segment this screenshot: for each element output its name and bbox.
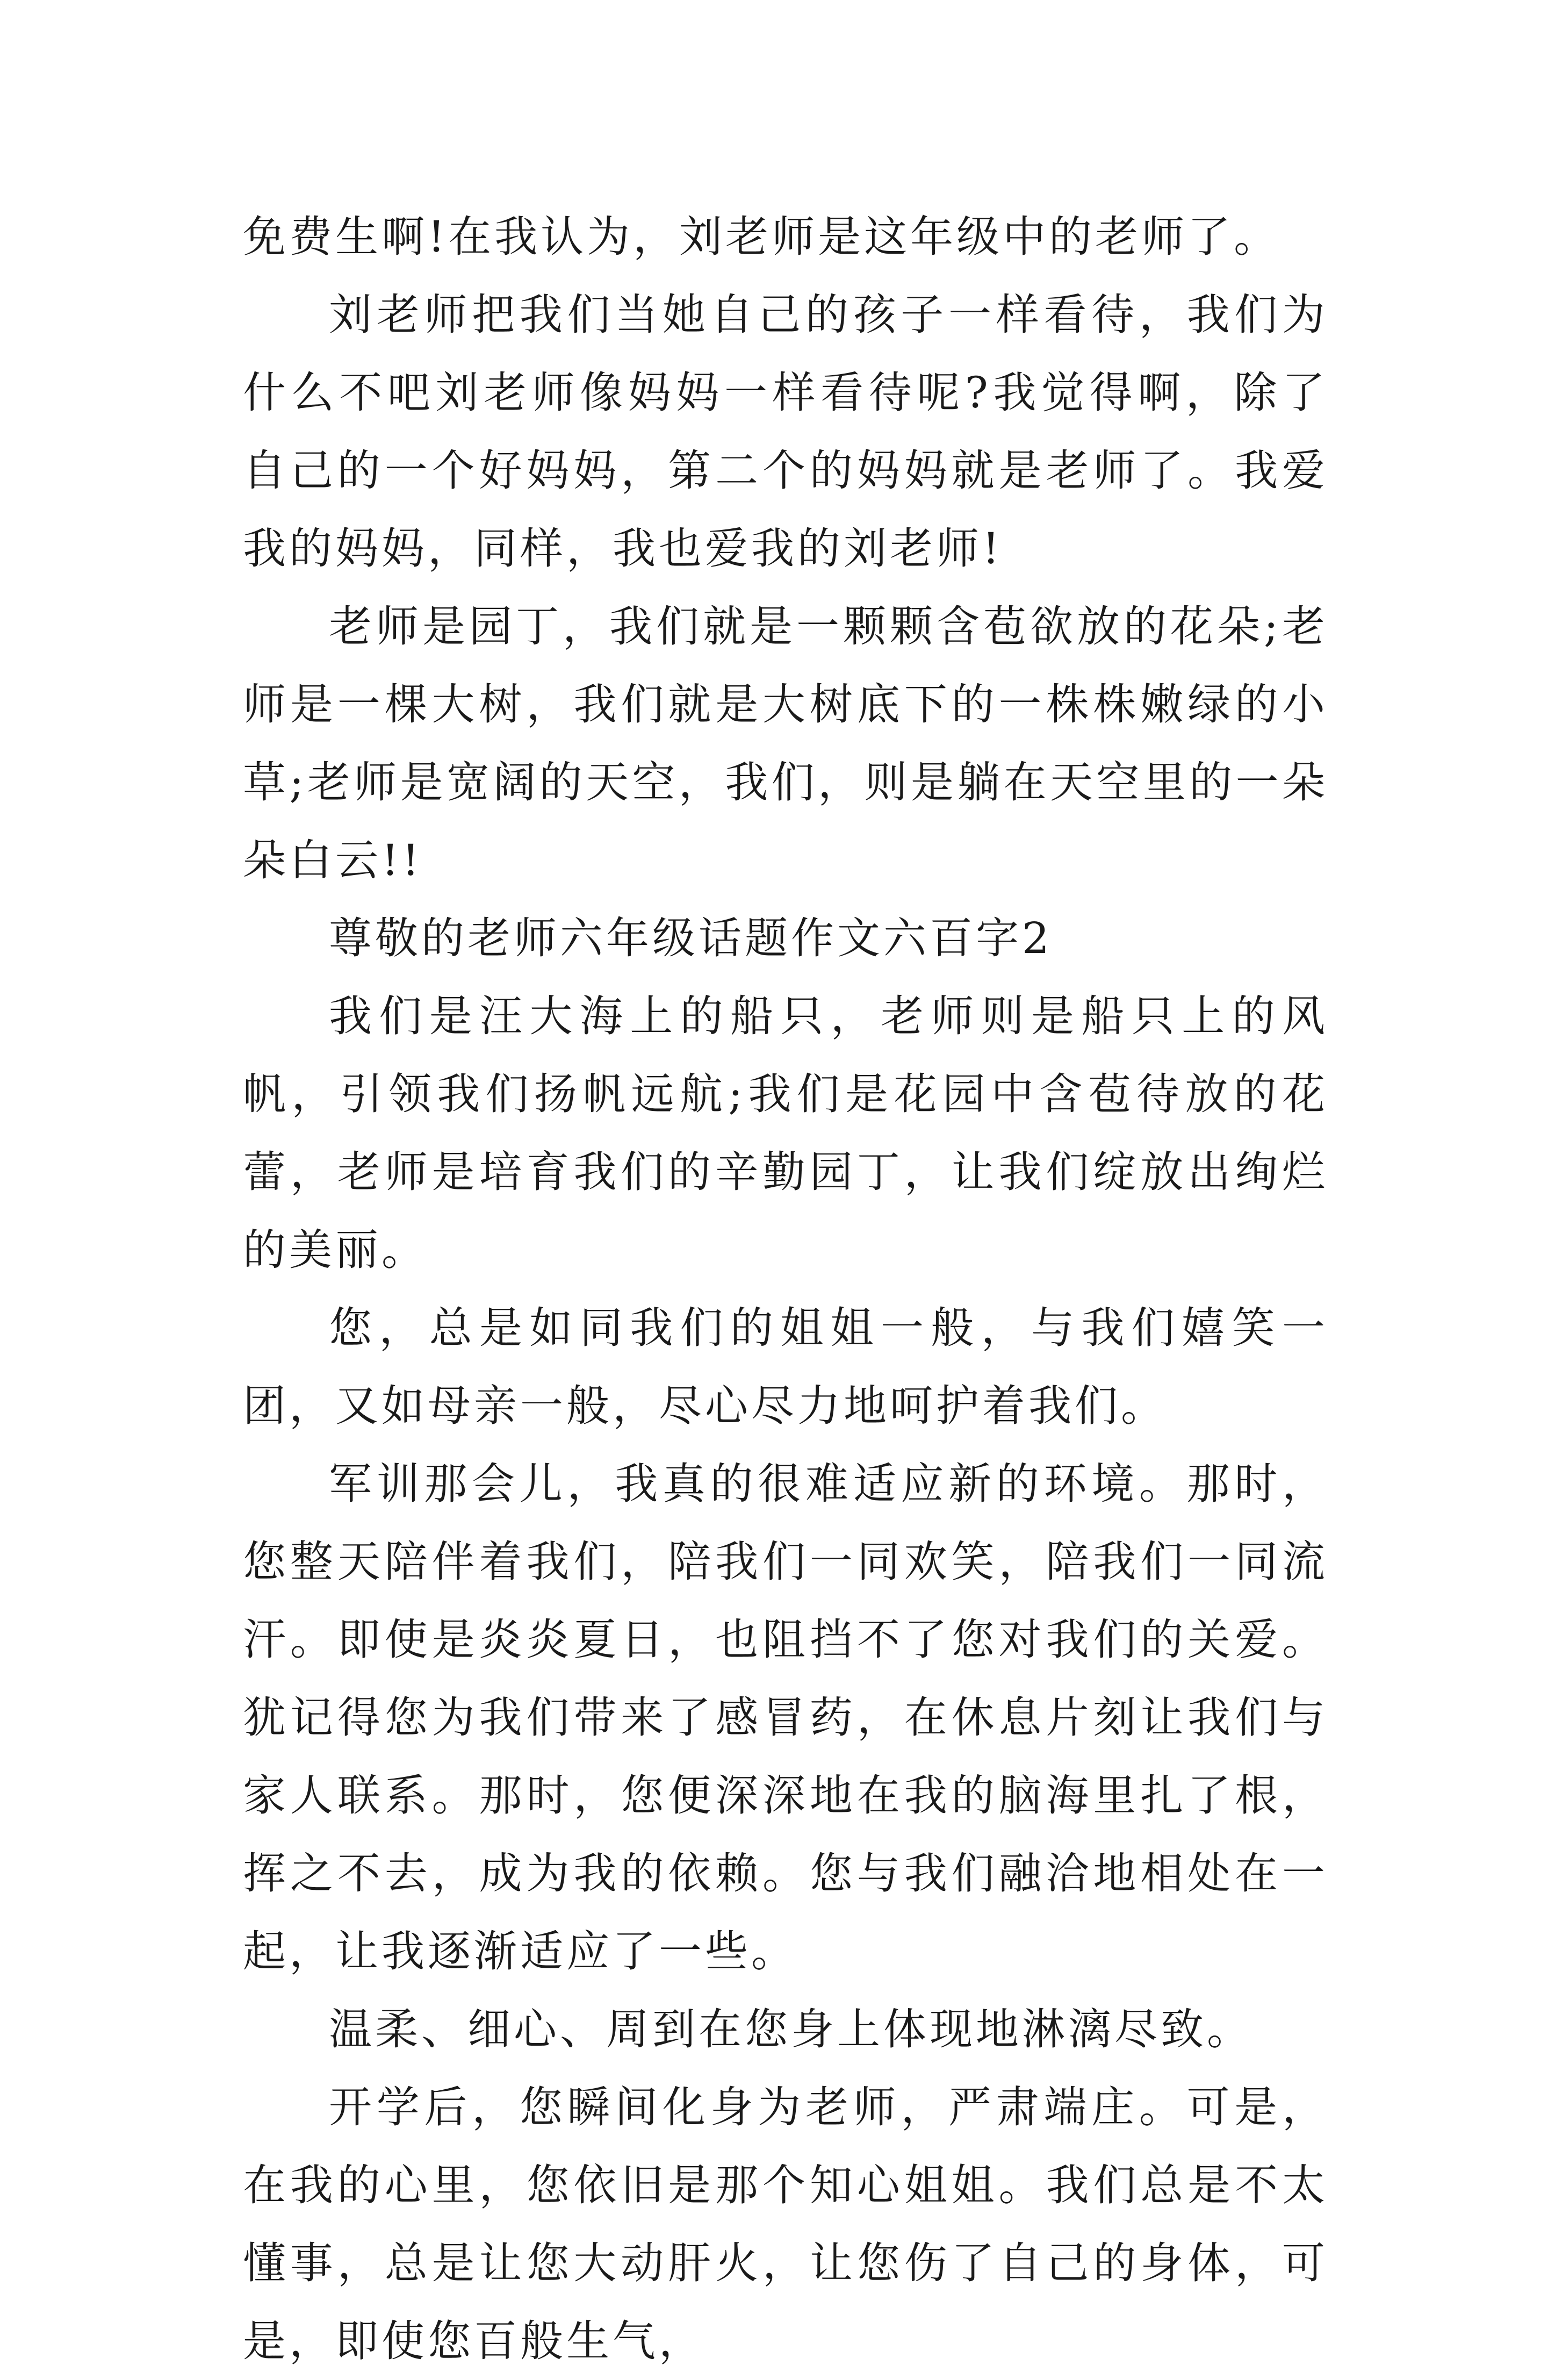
paragraph: 开学后，您瞬间化身为老师，严肃端庄。可是，在我的心里，您依旧是那个知心姐姐。我们总是不太懂事，总是让您大动肝火，让您伤了自己的身体，可是，即使您百般生气， — [243, 2082, 1328, 2366]
paragraph: 老师是园丁，我们就是一颗颗含苞欲放的花朵;老师是一棵大树，我们就是大树底下的一株株嫩绿的小草;老师是宽阔的天空，我们，则是躺在天空里的一朵朵白云!! — [243, 601, 1328, 885]
paragraph: 我们是汪大海上的船只，老师则是船只上的风帆，引领我们扬帆远航;我们是花园中含苞待放的花蕾，老师是培育我们的辛勤园丁，让我们绽放出绚烂的美丽。 — [243, 991, 1328, 1275]
paragraph: 免费生啊!在我认为，刘老师是这年级中的老师了。 — [243, 212, 1280, 262]
paragraph: 军训那会儿，我真的很难适应新的环境。那时，您整天陪伴着我们，陪我们一同欢笑，陪我们一同流汗。即使是炎炎夏日，也阻挡不了您对我们的关爱。犹记得您为我们带来了感冒药，在休息片刻让我们与家人联系。那时，您便深深地在我的脑海里扎了根，挥之不去，成为我的依赖。您与我们融洽地相处在一起，让我逐渐适应了一些。 — [243, 1459, 1328, 1976]
section-heading: 尊敬的老师六年级话题作文六百字2 — [329, 913, 1053, 963]
document-body — [243, 198, 1328, 2380]
paragraph: 温柔、细心、周到在您身上体现地淋漓尽致。 — [329, 2004, 1253, 2054]
paragraph: 刘老师把我们当她自己的孩子一样看待，我们为什么不吧刘老师像妈妈一样看待呢?我觉得啊，除了自己的一个好妈妈，第二个的妈妈就是老师了。我爱我的妈妈，同样，我也爱我的刘老师! — [243, 290, 1328, 574]
paragraph: 您，总是如同我们的姐姐一般，与我们嬉笑一团，又如母亲一般，尽心尽力地呵护着我们。 — [243, 1303, 1328, 1431]
